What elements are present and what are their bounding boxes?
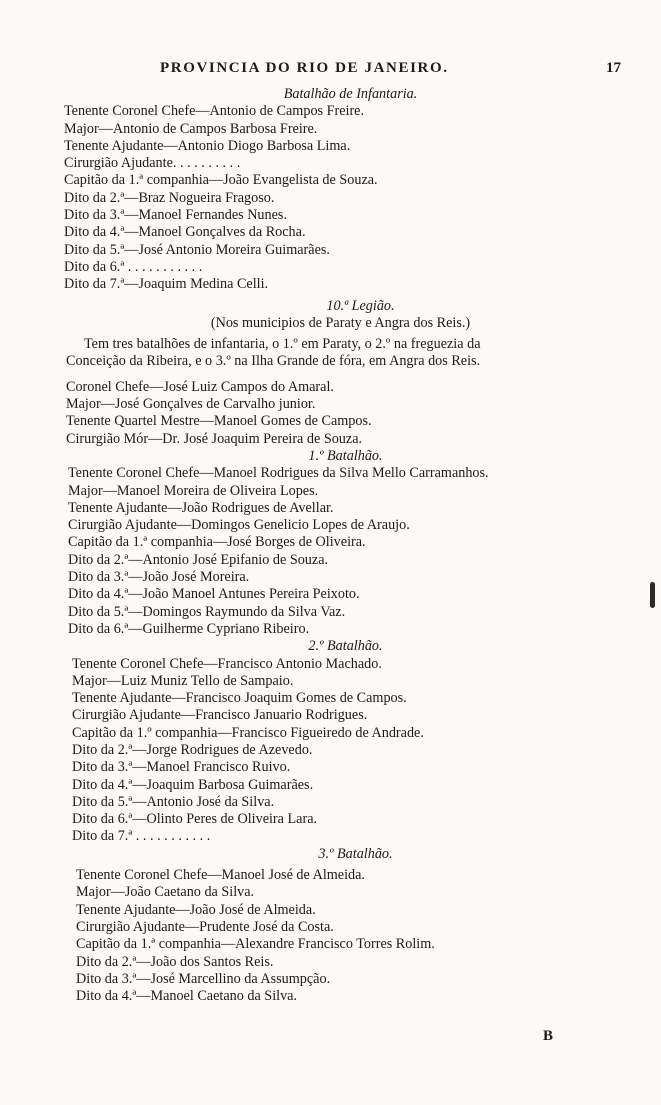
entry-line: Coronel Chefe—José Luiz Campos do Amaral. [66, 378, 334, 395]
entry-line: Tenente Ajudante—João Rodrigues de Avellar. [68, 499, 334, 516]
section-heading: 10.ª Legião. [326, 297, 395, 314]
entry-line: Tenente Ajudante—Antonio Diogo Barbosa Lima. [64, 137, 351, 154]
entry-line: Cirurgião Ajudante—Prudente José da Costa. [76, 918, 334, 935]
section-4-entries [0, 656, 661, 846]
signature-mark: B [542, 1028, 553, 1044]
entry-line: Dito da 7.ª . . . . . . . . . . . [72, 828, 211, 845]
running-head [0, 60, 661, 82]
entry-line: Tenente Ajudante—João José de Almeida. [76, 901, 316, 918]
entry-line: Dito da 4.ª—João Manoel Antunes Pereira Peixoto. [68, 586, 360, 603]
entry-line: Dito da 3.ª—João José Moreira. [68, 569, 250, 586]
entry-line: Dito da 6.ª—Olinto Peres de Oliveira Lara. [72, 811, 318, 828]
entry-line: Major—Luiz Muniz Tello de Sampaio. [72, 672, 294, 689]
margin-ink-mark [650, 582, 655, 608]
section-paragraph [0, 336, 661, 371]
entry-line: Tenente Coronel Chefe—Francisco Antonio Machado. [72, 655, 382, 672]
section-heading: Batalhão de Infantaria. [283, 86, 418, 102]
page-content [0, 86, 661, 1005]
entry-line: Major—Manoel Moreira de Oliveira Lopes. [68, 482, 319, 499]
section-heading: 1.º Batalhão. [308, 447, 383, 464]
entry-line: Major—Antonio de Campos Barbosa Freire. [64, 120, 318, 137]
entry-line: Dito da 7.ª—Joaquim Medina Celli. [64, 276, 269, 293]
entry-line: Capitão da 1.ª companhia—João Evangelista de Souza. [64, 172, 378, 189]
entry-line: Dito da 2.ª—Jorge Rodrigues de Azevedo. [72, 741, 313, 758]
entry-line: Major—João Caetano da Silva. [76, 884, 255, 901]
entry-line: Tenente Quartel Mestre—Manoel Gomes de Campos. [66, 413, 372, 430]
entry-line: Dito da 6.ª . . . . . . . . . . . [64, 258, 203, 275]
section-heading: 2.º Batalhão. [308, 638, 383, 655]
entry-line: Cirurgião Ajudante—Francisco Januario Rodrigues. [72, 707, 368, 724]
entry-line: Dito da 4.ª—Manoel Caetano da Silva. [76, 988, 298, 1005]
page-number: 17 [606, 60, 621, 76]
entry-line: Cirurgião Ajudante. . . . . . . . . . [64, 155, 241, 172]
entry-line: Tenente Ajudante—Francisco Joaquim Gomes de Campos. [72, 690, 407, 707]
entry-line: Cirurgião Mór—Dr. José Joaquim Pereira de Souza. [66, 430, 363, 447]
entry-line: Tenente Coronel Chefe—Manoel Rodrigues da Silva Mello Carramanhos. [68, 465, 489, 482]
paragraph-line: Conceição da Ribeira, e o 3.º na Ilha Grande de fóra, em Angra dos Reis. [66, 353, 481, 370]
entry-line: Dito da 2.ª—Antonio José Epifanio de Souza. [68, 551, 329, 568]
entry-line: Dito da 5.ª—Domingos Raymundo da Silva Vaz. [68, 603, 346, 620]
entry-line: Major—José Gonçalves de Carvalho junior. [66, 396, 316, 413]
entry-line: Dito da 6.ª—Guilherme Cypriano Ribeiro. [68, 620, 310, 637]
section-3-entries [0, 465, 661, 638]
section-1-entries [0, 103, 661, 293]
entry-line: Dito da 3.ª—Manoel Francisco Ruivo. [72, 759, 291, 776]
section-2-entries [0, 379, 661, 448]
entry-line: Capitão da 1.ª companhia—José Borges de Oliveira. [68, 534, 366, 551]
entry-line: Dito da 2.ª—Braz Nogueira Fragoso. [64, 189, 275, 206]
entry-line: Dito da 2.ª—João dos Santos Reis. [76, 953, 274, 970]
section-heading: 3.º Batalhão. [318, 845, 393, 862]
entry-line: Dito da 4.ª—Joaquim Barbosa Guimarães. [72, 776, 314, 793]
section-subheading: (Nos municipios de Paraty e Angra dos Reis.) [210, 314, 471, 331]
entry-line: Cirurgião Ajudante—Domingos Genelicio Lopes de Araujo. [68, 517, 410, 534]
page-title: PROVINCIA DO RIO DE JANEIRO. [160, 60, 449, 76]
entry-line: Tenente Coronel Chefe—Antonio de Campos Freire. [64, 103, 365, 120]
entry-line: Dito da 4.ª—Manoel Gonçalves da Rocha. [64, 224, 306, 241]
entry-line: Capitão da 1.ª companhia—Alexandre Francisco Torres Rolim. [76, 936, 435, 953]
entry-line: Tenente Coronel Chefe—Manoel José de Almeida. [76, 867, 365, 884]
entry-line: Dito da 5.ª—Antonio José da Silva. [72, 793, 275, 810]
section-5-entries [0, 867, 661, 1005]
entry-line: Dito da 3.ª—Manoel Fernandes Nunes. [64, 207, 287, 224]
entry-line: Dito da 5.ª—José Antonio Moreira Guimarães. [64, 241, 330, 258]
paragraph-line: Tem tres batalhões de infantaria, o 1.º em Paraty, o 2.º na freguezia da [84, 336, 481, 353]
entry-line: Dito da 3.ª—José Marcellino da Assumpção. [76, 970, 331, 987]
entry-line: Capitão da 1.º companhia—Francisco Figueiredo de Andrade. [72, 724, 424, 741]
